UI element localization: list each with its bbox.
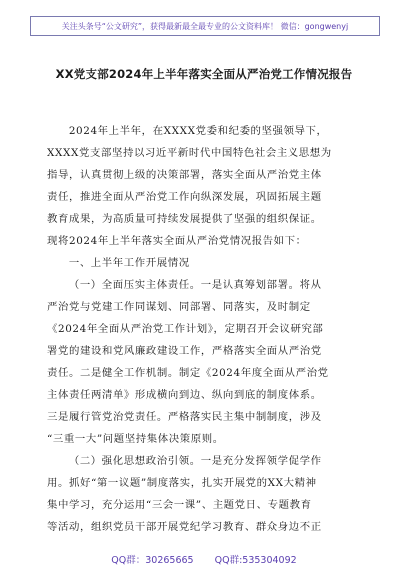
document-title: XX党支部2024年上半年落实全面从严治党工作情况报告 (55, 67, 353, 81)
footer (0, 552, 408, 566)
body-line: 2024年上半年，在XXXX党委和纪委的坚强领导下， (68, 125, 328, 137)
header-banner (30, 16, 380, 36)
document-body (47, 120, 363, 538)
body-line: （一）全面压实主体责任。一是认真筹划部署。将从 (68, 279, 322, 291)
body-line: “三重一大”问题坚持集体决策原则。 (47, 433, 224, 445)
body-line: 等活动，组织党员干部开展党纪学习教育、群众身边不正 (47, 521, 322, 533)
footer-qq-group-2: QQ群:535304092 (214, 555, 297, 566)
body-line: 责任，推进全面从严治党工作向纵深发展，巩固拓展主题 (47, 191, 322, 203)
body-line: 用。抓好“第一议题”制度落实，扎实开展党的XX大精神 (47, 477, 317, 489)
body-line: 现将2024年上半年落实全面从严治党情况报告如下： (47, 235, 307, 247)
body-line: 主体责任两清单》形成横向到边、纵向到底的制度体系。 (47, 389, 322, 401)
body-line: XXXX党支部坚持以习近平新时代中国特色社会主义思想为 (47, 147, 332, 159)
section-heading: 一、上半年工作开展情况 (68, 257, 190, 269)
body-line: 教育成果，为高质量可持续发展提供了坚强的组织保证。 (47, 213, 322, 225)
body-line: 《2024年全面从严治党工作计划》，定期召开会议研究部 (47, 323, 324, 335)
body-line: （二）强化思想政治引领。一是充分发挥领学促学作 (68, 455, 322, 467)
body-line: 严治党与党建工作同谋划、同部署、同落实，及时制定 (47, 301, 311, 313)
body-line: 责任。二是健全工作机制。制定《2024年度全面从严治党 (47, 367, 329, 379)
body-line: 集中学习，充分运用“三会一课”、主题党日、专题教育 (47, 499, 312, 511)
footer-qq-group-1: QQ群：30265665 (111, 555, 194, 566)
header-banner-text: 关注头条号“公文研究”，获得最新最全最专业的公文资料库！ 微信：gongwenyj (61, 21, 349, 31)
body-line: 署党的建设和党风廉政建设工作，严格落实全面从严治党 (47, 345, 322, 357)
body-line: 三是履行管党治党责任。严格落实民主集中制制度，涉及 (47, 411, 322, 423)
body-line: 指导，认真贯彻上级的决策部署，落实全面从严治党主体 (47, 169, 322, 181)
